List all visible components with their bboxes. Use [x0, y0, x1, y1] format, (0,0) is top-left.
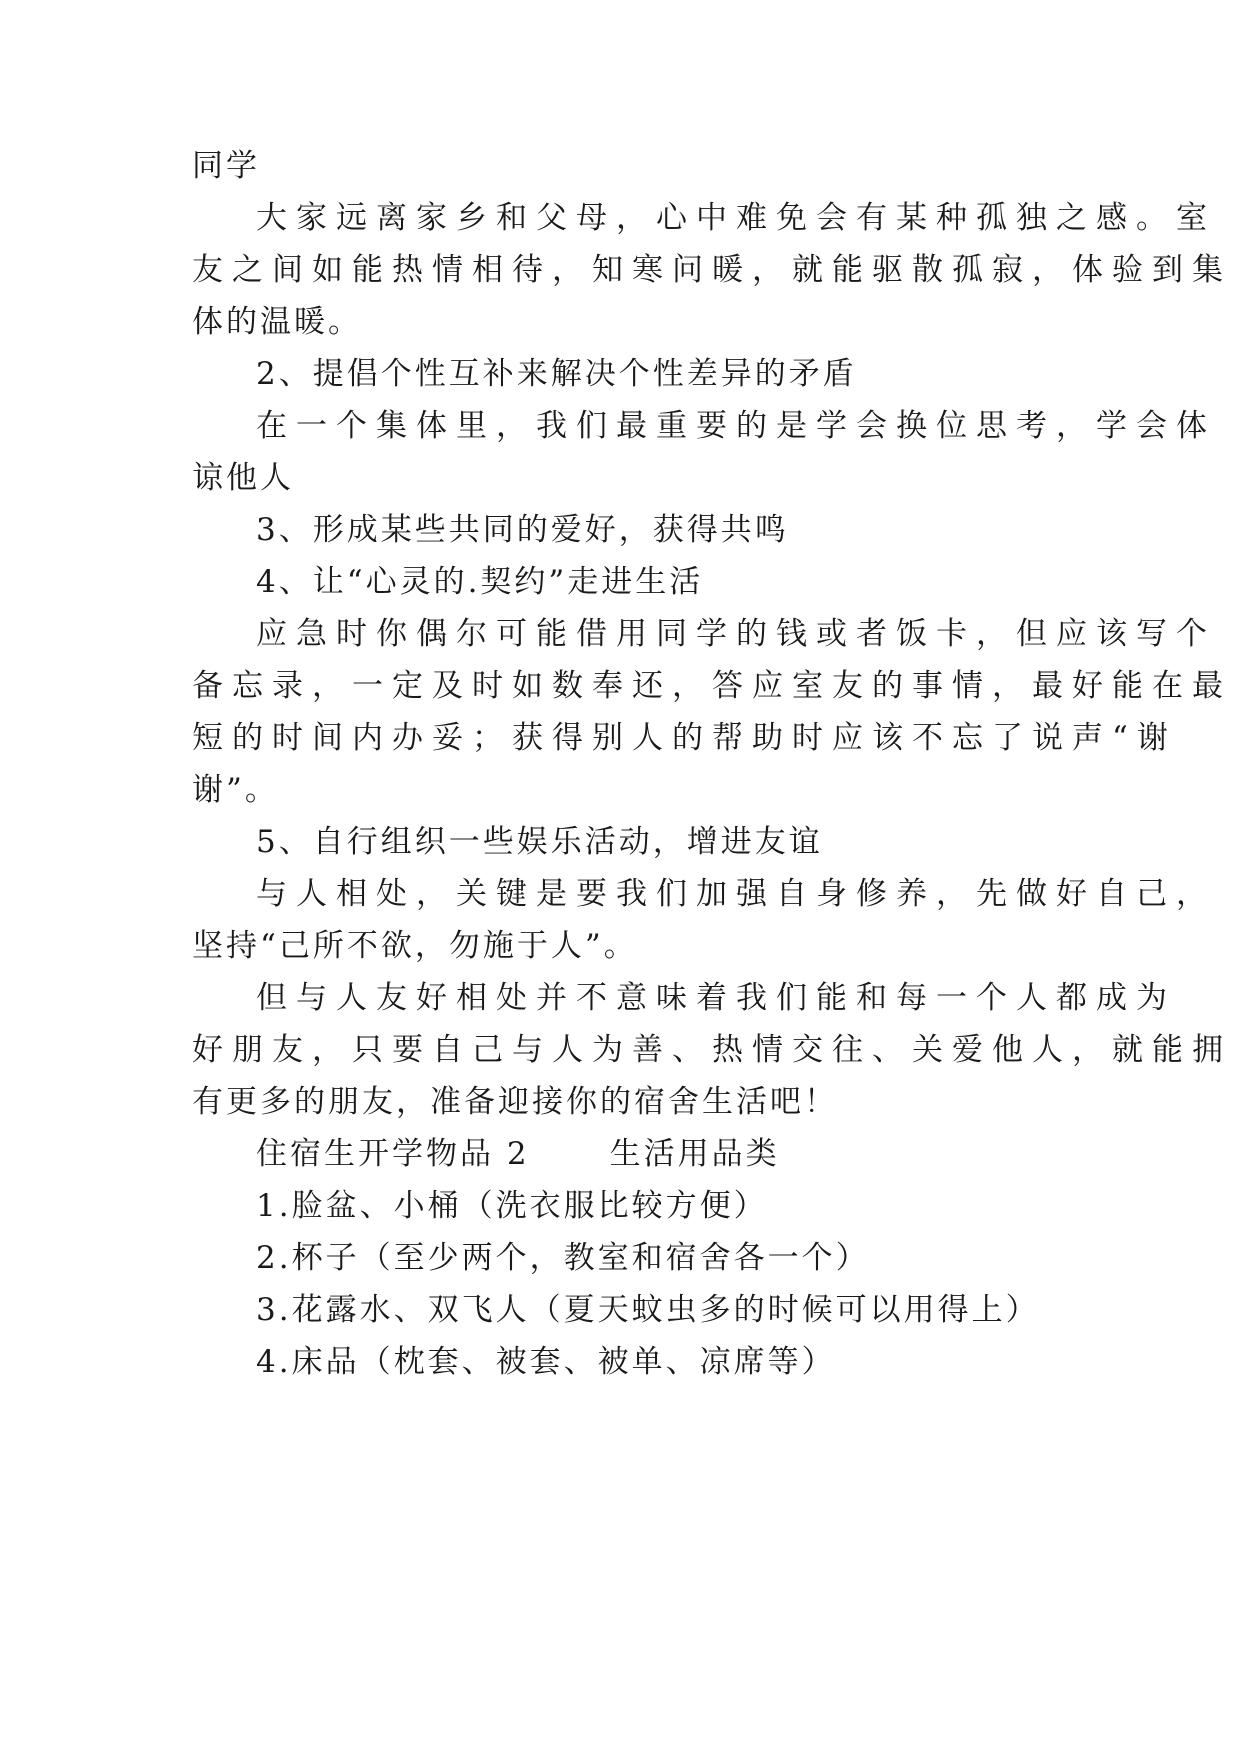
paragraph-line: 有更多的朋友，准备迎接你的宿舍生活吧！: [192, 1084, 838, 1120]
list-item: 4.床品（枕套、被套、被单、凉席等）: [256, 1344, 836, 1380]
paragraph-line: 大家远离家乡和父母，心中难免会有某种孤独之感。室: [256, 200, 1216, 236]
paragraph-line: 好朋友，只要自己与人为善、热情交往、关爱他人，就能拥: [192, 1032, 1232, 1068]
section-subtitle: 生活用品类: [609, 1136, 780, 1172]
text-line: 同学: [192, 148, 260, 184]
list-item: 2.杯子（至少两个，教室和宿舍各一个）: [256, 1240, 870, 1276]
paragraph-line: 应急时你偶尔可能借用同学的钱或者饭卡，但应该写个: [256, 616, 1216, 652]
list-item: 2、提倡个性互补来解决个性差异的矛盾: [256, 356, 857, 392]
paragraph-line: 谢”。: [192, 772, 279, 808]
list-item: 3.花露水、双飞人（夏天蚊虫多的时候可以用得上）: [256, 1292, 1040, 1328]
paragraph-line: 体的温暖。: [192, 304, 362, 340]
paragraph-line: 短的时间内办妥；获得别人的帮助时应该不忘了说声“谢: [192, 720, 1177, 756]
paragraph-line: 友之间如能热情相待，知寒问暖，就能驱散孤寂，体验到集: [192, 252, 1232, 288]
paragraph-line: 但与人友好相处并不意味着我们能和每一个人都成为: [256, 980, 1176, 1016]
paragraph-line: 坚持“己所不欲，勿施于人”。: [192, 928, 638, 964]
list-item: 5、自行组织一些娱乐活动，增进友谊: [256, 824, 823, 860]
paragraph-line: 与人相处，关键是要我们加强自身修养，先做好自己，: [256, 876, 1216, 912]
section-heading: [256, 1134, 1136, 1174]
list-item: 3、形成某些共同的爱好，获得共鸣: [256, 512, 789, 548]
paragraph-line: 谅他人: [192, 460, 294, 496]
section-title: 住宿生开学物品 2: [256, 1136, 530, 1172]
paragraph-line: 备忘录，一定及时如数奉还，答应室友的事情，最好能在最: [192, 668, 1232, 704]
list-item: 4、让“心灵的.契约”走进生活: [256, 564, 704, 600]
list-item: 1.脸盆、小桶（洗衣服比较方便）: [256, 1188, 768, 1224]
paragraph-line: 在一个集体里，我们最重要的是学会换位思考，学会体: [256, 408, 1216, 444]
